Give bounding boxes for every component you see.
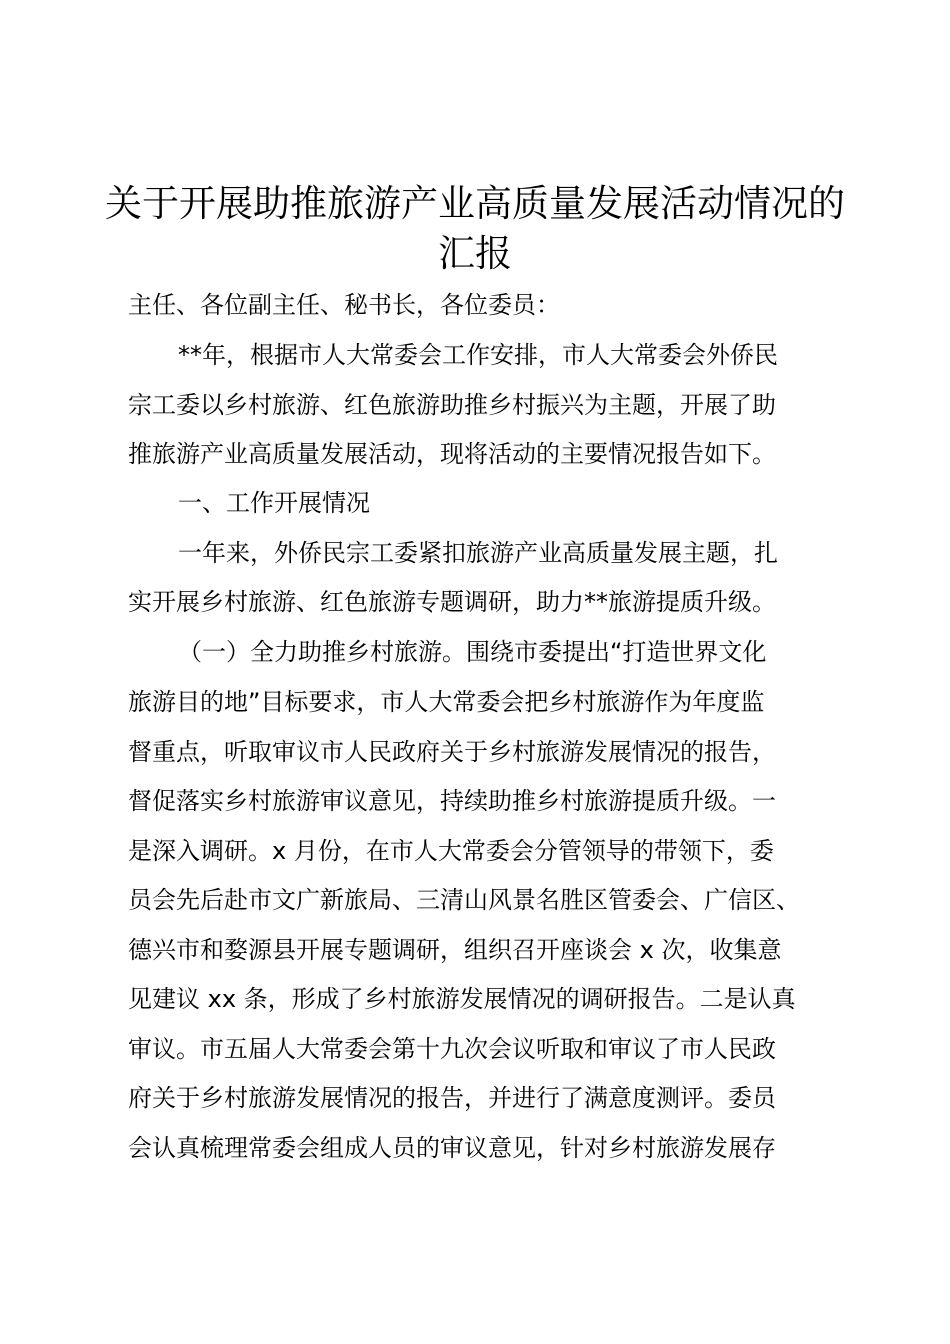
body-line: 旅游目的地”目标要求，市人大常委会把乡村旅游作为年度监 <box>128 688 765 716</box>
body-line: 督重点，听取审议市人民政府关于乡村旅游发展情况的报告， <box>128 738 776 766</box>
section-heading: 一、工作开展情况 <box>178 489 370 517</box>
body-line: 审议。市五届人大常委会第十九次会议听取和审议了市人民政 <box>128 1035 776 1063</box>
body-line: 德兴市和婺源县开展专题调研，组织召开座谈会 x 次，收集意 <box>128 936 782 964</box>
body-line: 一年来，外侨民宗工委紧扣旅游产业高质量发展主题，扎 <box>178 539 778 567</box>
body-line: 是深入调研。x 月份，在市人大常委会分管领导的带领下，委 <box>128 837 774 865</box>
body-line: 会认真梳理常委会组成人员的审议意见，针对乡村旅游发展存 <box>128 1134 776 1162</box>
document-title-line-2: 汇报 <box>438 232 512 275</box>
body-line: 员会先后赴市文广新旅局、三清山风景名胜区管委会、广信区、 <box>128 886 800 914</box>
salutation: 主任、各位副主任、秘书长，各位委员： <box>128 291 560 319</box>
body-line: 见建议 xx 条，形成了乡村旅游发展情况的调研报告。二是认真 <box>128 985 796 1013</box>
body-line: 宗工委以乡村旅游、红色旅游助推乡村振兴为主题，开展了助 <box>128 391 776 419</box>
body-line: 府关于乡村旅游发展情况的报告，并进行了满意度测评。委员 <box>128 1084 776 1112</box>
document-title-line-1: 关于开展助推旅游产业高质量发展活动情况的 <box>105 182 845 225</box>
subsection-line: （一）全力助推乡村旅游。围绕市委提出“打造世界文化 <box>178 638 767 666</box>
body-line: **年，根据市人大常委会工作安排，市人大常委会外侨民 <box>178 341 778 369</box>
body-line: 推旅游产业高质量发展活动，现将活动的主要情况报告如下。 <box>128 440 776 468</box>
body-line: 督促落实乡村旅游审议意见，持续助推乡村旅游提质升级。一 <box>128 787 776 815</box>
body-line: 实开展乡村旅游、红色旅游专题调研，助力**旅游提质升级。 <box>128 588 776 616</box>
